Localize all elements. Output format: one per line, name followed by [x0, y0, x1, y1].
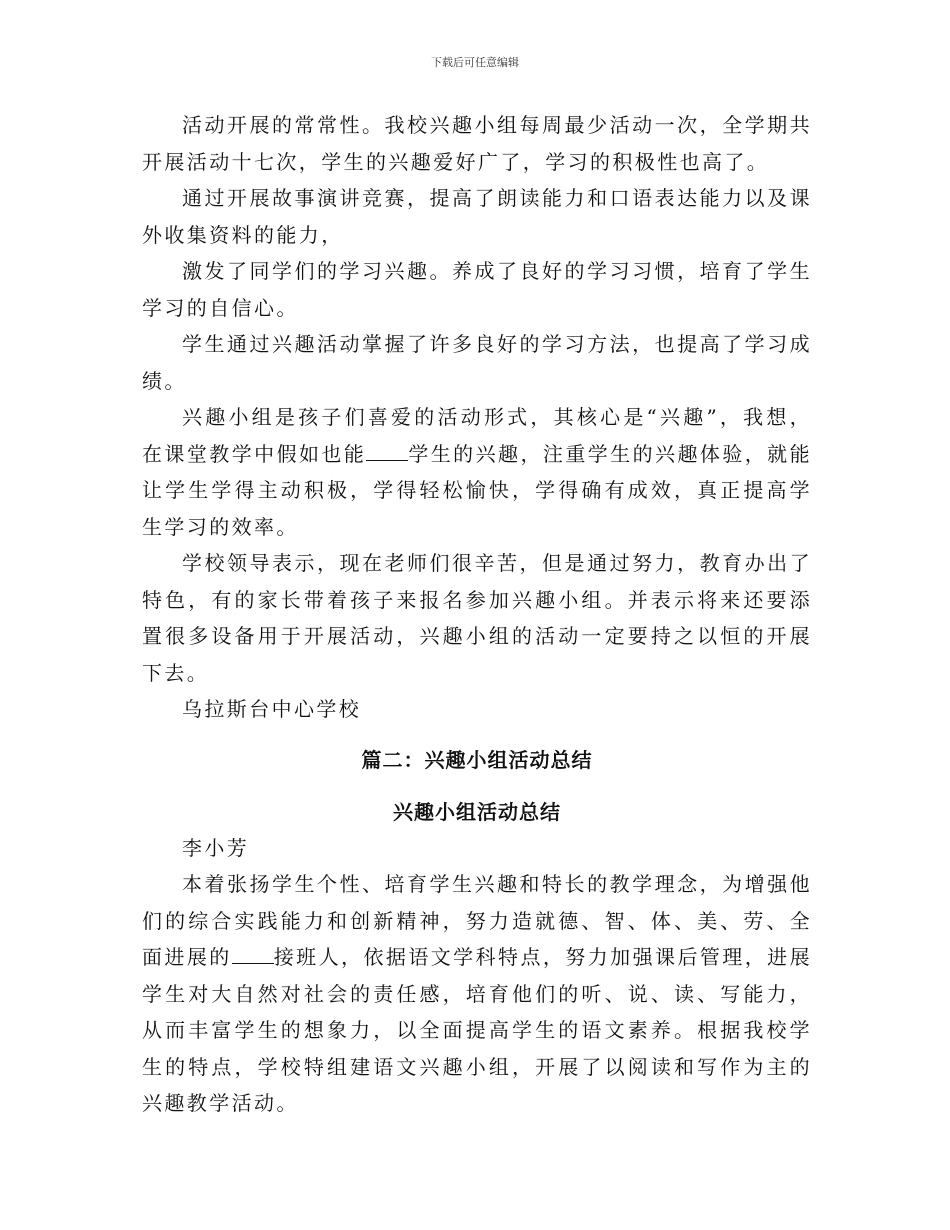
document-body	[142, 107, 812, 1122]
section-heading: 篇二：兴趣小组活动总结	[361, 747, 593, 772]
section-title: 兴趣小组活动总结	[393, 799, 561, 824]
paragraph-teaching-philosophy-part2: 接班人，依据语文学科特点，努力加强课后管理，进展学生对大自然对社会的责任感，培育他们的听、说、读、写能力，从而丰富学生的想象力，以全面提高学生的语文素养。根据我校学生的特点，学校特组建语文兴趣小组，开展了以阅读和写作为主的兴趣教学活动。	[142, 945, 812, 1115]
paragraph-activity-frequency: 活动开展的常常性。我校兴趣小组每周最少活动一次，全学期共开展活动十七次，学生的兴趣爱好广了，学习的积极性也高了。	[142, 113, 812, 174]
paragraph-learning-methods: 学生通过兴趣活动掌握了许多良好的学习方法，也提高了学习成绩。	[142, 332, 812, 393]
paragraph-teaching-philosophy-part1: 本着张扬学生个性、培育学生兴趣和特长的教学理念，为增强他们的综合实践能力和创新精神，努力造就德、智、体、美、劳、全面进展的	[142, 872, 812, 969]
paragraph-interest-core-part2: 学生的兴趣，注重学生的兴趣体验，就能让学生学得主动积极，学得轻松愉快，学得确有成效，真正提高学生学习的效率。	[142, 441, 813, 539]
author-name: 李小芳	[182, 835, 250, 860]
paragraph-interest-core-part1: 兴趣小组是孩子们喜爱的活动形式，其核心是“兴趣”，我想，在课堂教学中假如也能	[142, 405, 812, 466]
paragraph-school-leadership: 学校领导表示，现在老师们很辛苦，但是通过努力，教育办出了特色，有的家长带着孩子来报名参加兴趣小组。并表示将来还要添置很多设备用于开展活动，兴趣小组的活动一定要持之以恒的开展下去。	[142, 551, 812, 685]
fill-blank-line	[366, 442, 408, 461]
fill-blank-line	[232, 945, 274, 964]
school-signature: 乌拉斯台中心学校	[182, 697, 362, 721]
page-header: 下载后可任意编辑	[431, 56, 519, 69]
paragraph-teaching-philosophy	[142, 866, 812, 1122]
paragraph-learning-interest: 激发了同学们的学习兴趣。养成了良好的学习习惯，培育了学生学习的自信心。	[142, 259, 812, 320]
paragraph-storytelling-contest: 通过开展故事演讲竞赛，提高了朗读能力和口语表达能力以及课外收集资料的能力，	[142, 186, 812, 247]
paragraph-interest-core	[142, 399, 812, 545]
